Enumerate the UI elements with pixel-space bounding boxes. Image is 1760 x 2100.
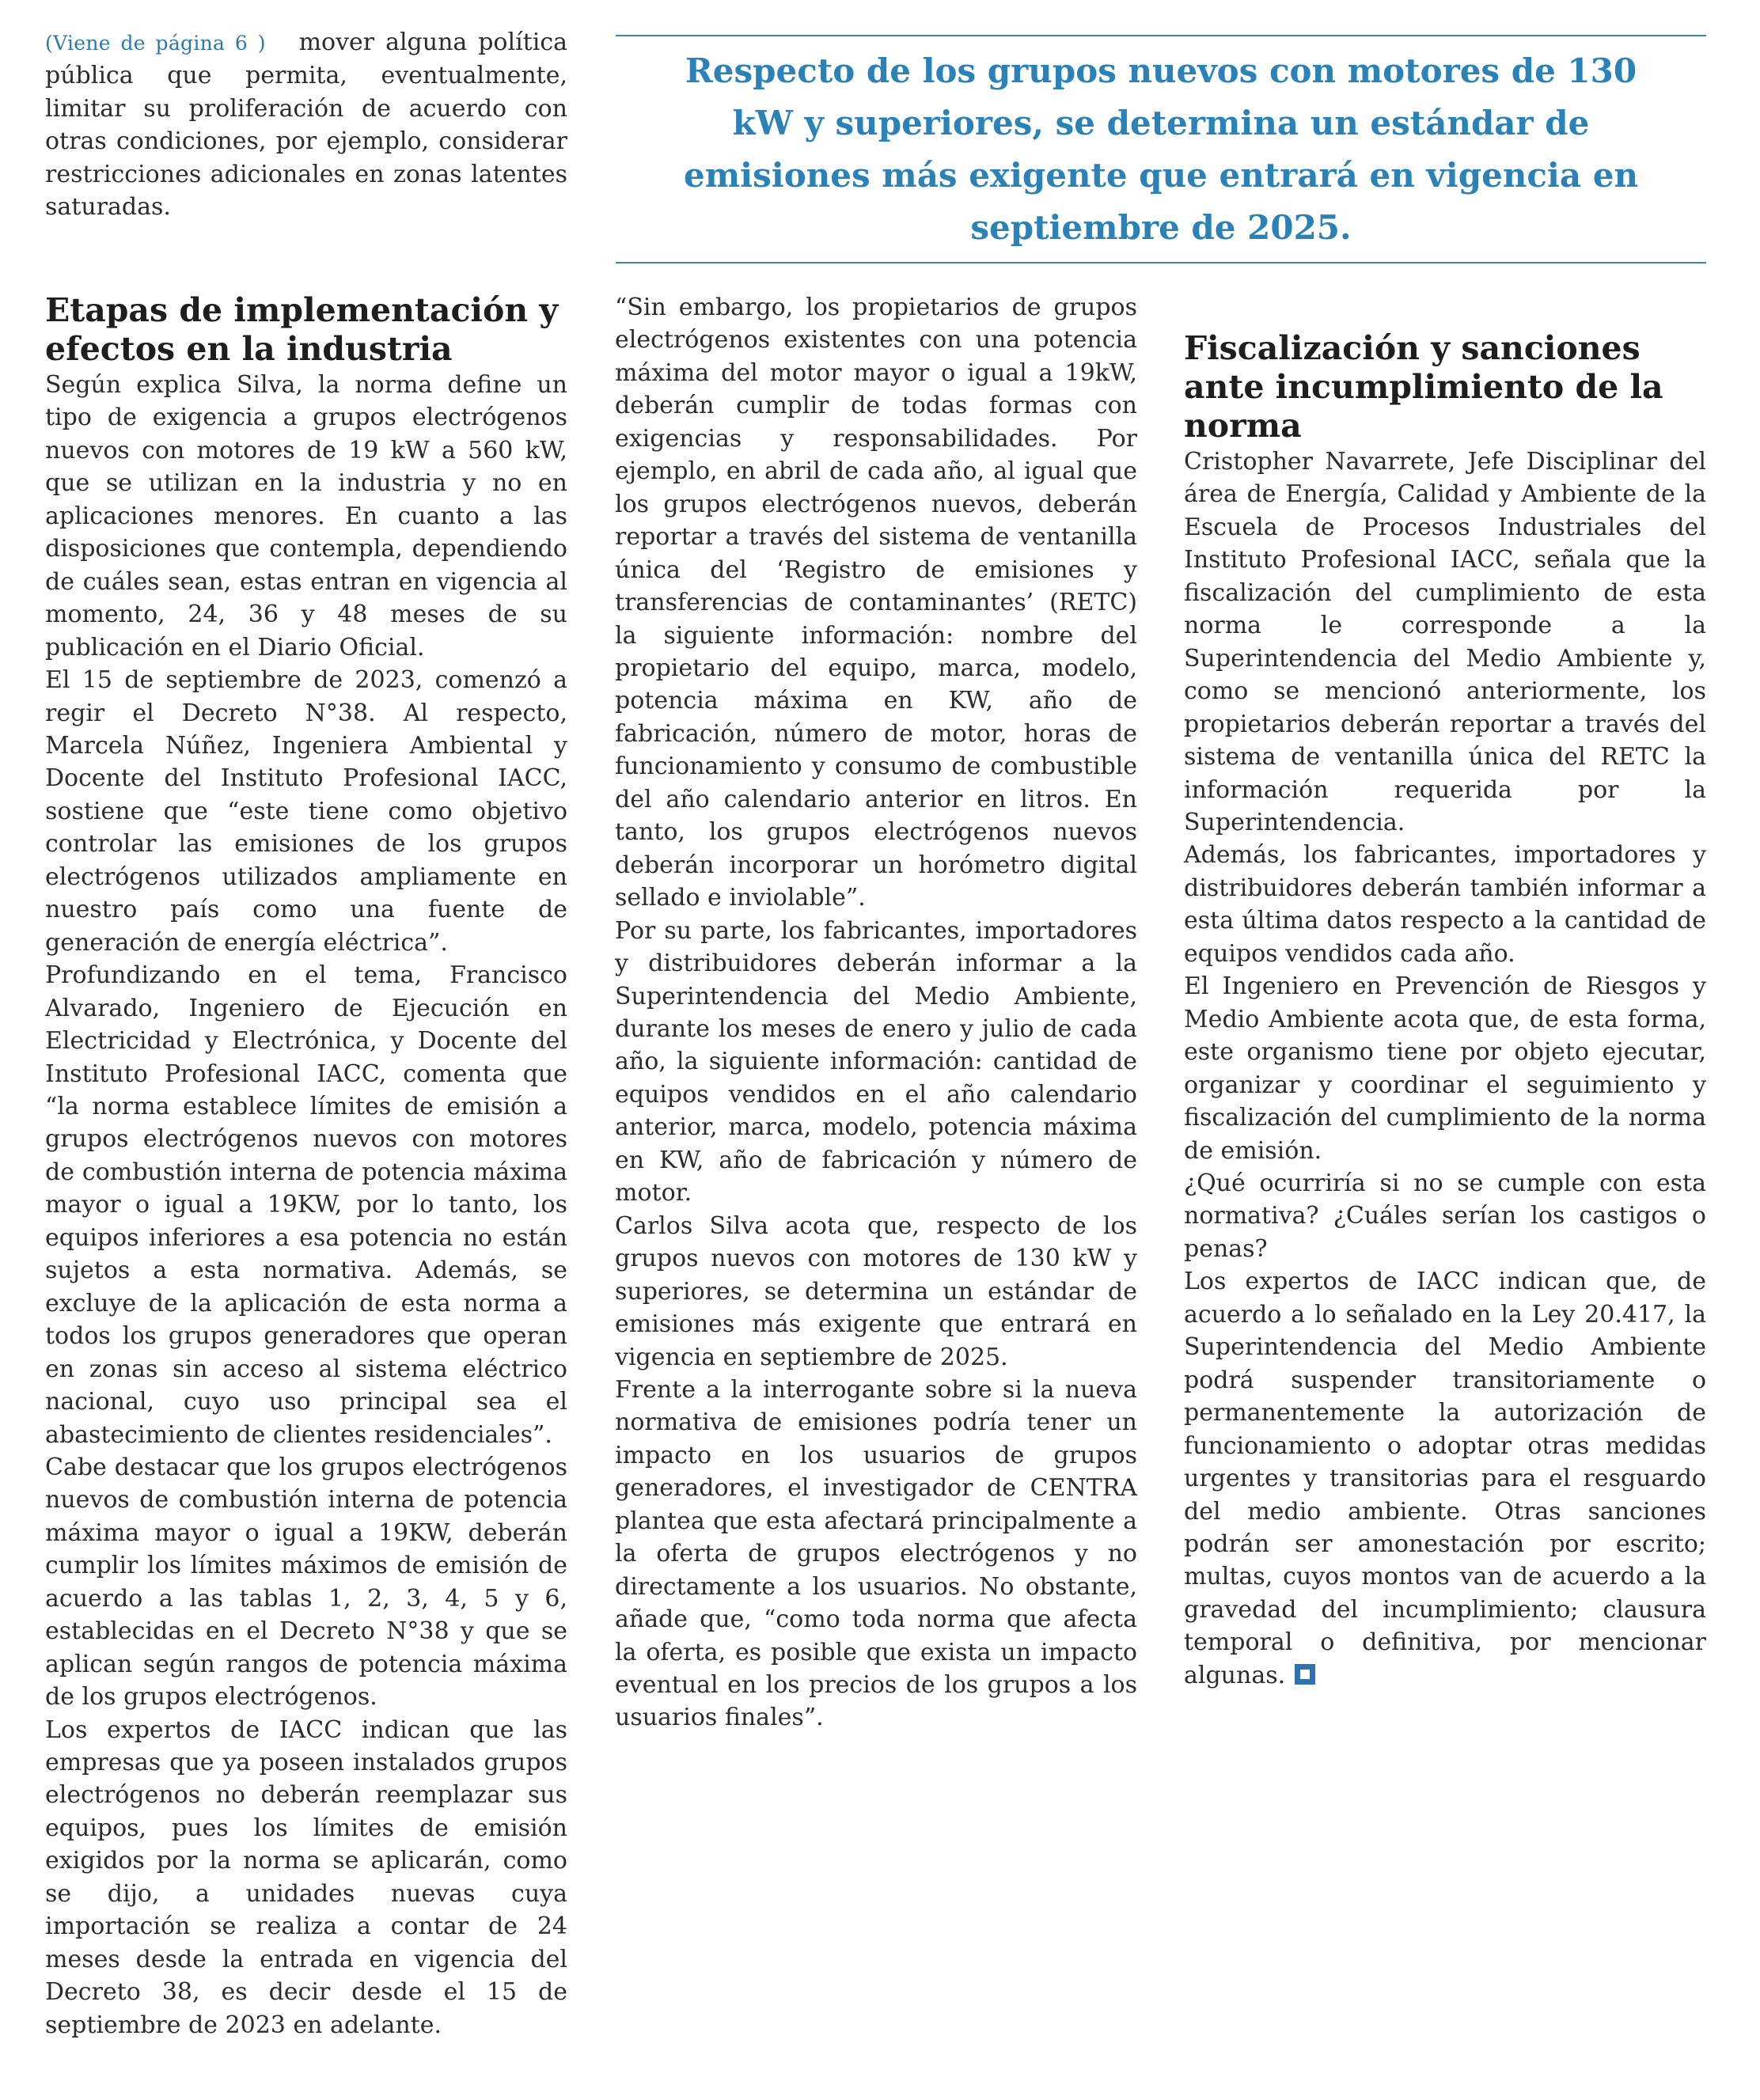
article-paragraph-last — [1184, 1265, 1706, 1692]
pull-quote-text: Respecto de los grupos nuevos con motores de 130 kW y superiores, se determina un estándar de emisiones más exigente que entrará en vigencia en septiembre de 2025. — [684, 51, 1638, 247]
article-column-3 — [1184, 291, 1706, 1692]
article-paragraph: ¿Qué ocurriría si no se cumple con esta normativa? ¿Cuáles serían los castigos o penas? — [1184, 1169, 1706, 1263]
section-spacer — [1184, 291, 1706, 329]
pull-quote — [616, 35, 1706, 263]
article-paragraph: Por su parte, los fabricantes, importadores y distribuidores deberán informar a la Superintendencia del Medio Ambiente, durante los meses de enero y julio de cada año, la siguiente información: cantidad de equipos vendidos en el año calendario anterior, marca, modelo, potencia máxima en KW, año de fabricación y número de motor. — [615, 916, 1137, 1207]
article-paragraph: Profundizando en el tema, Francisco Alvarado, Ingeniero de Ejecución en Electricidad y Electrónica, y Docente del Instituto Profesional IACC, comenta que “la norma establece límites de emisión a grupos electrógenos nuevos con motores de combustión interna de potencia máxima mayor o igual a 19KW, por lo tanto, los equipos inferiores a esa potencia no están sujetos a esta normativa. Además, se excluye de la aplicación de esta norma a todos los grupos generadores que operan en zonas sin acceso al sistema eléctrico nacional, cuyo uso principal sea el abastecimiento de clientes residenciales”. — [45, 961, 567, 1449]
article-column-2 — [615, 291, 1137, 1734]
section-heading-enforcement: Fiscalización y sanciones ante incumplimiento de la norma — [1184, 329, 1663, 445]
article-paragraph: El Ingeniero en Prevención de Riesgos y Medio Ambiente acota que, de esta forma, este organismo tiene por objeto ejecutar, organizar y coordinar el seguimiento y fiscalización del cumplimiento de la norma de emisión. — [1184, 972, 1706, 1165]
article-paragraph: Cabe destacar que los grupos electrógenos nuevos de combustión interna de potencia máxima mayor o igual a 19KW, deberán cumplir los límites máximos de emisión de acuerdo a las tablas 1, 2, 3, 4, 5 y 6, establecidas en el Decreto N°38 y que se aplican según rangos de potencia máxima de los grupos electrógenos. — [45, 1453, 567, 1711]
article-paragraph: Cristopher Navarrete, Jefe Disciplinar del área de Energía, Calidad y Ambiente de la Escuela de Procesos Industriales del Instituto Profesional IACC, señala que la fiscalización del cumplimiento de esta norma le corresponde a la Superintendencia del Medio Ambiente y, como se mencionó anteriormente, los propietarios deberán reportar a través del sistema de ventanilla única del RETC la información requerida por la Superintendencia. — [1184, 448, 1706, 836]
article-paragraph: “Sin embargo, los propietarios de grupos electrógenos existentes con una potencia máxima del motor mayor o igual a 19kW, deberán cumplir de todas formas con exigencias y responsabilidades. Por ejemplo, en abril de cada año, al igual que los grupos electrógenos nuevos, deberán reportar a través del sistema de ventanilla única del ‘Registro de emisiones y transferencias de contaminantes’ (RETC) la siguiente información: nombre del propietario del equipo, marca, modelo, potencia máxima en KW, año de fabricación, número de motor, horas de funcionamiento y consumo de combustible del año calendario anterior en litros. En tanto, los grupos electrógenos nuevos deberán incorporar un horómetro digital sellado e inviolable”. — [615, 294, 1137, 912]
article-paragraph: Según explica Silva, la norma define un tipo de exigencia a grupos electrógenos nuevos con motores de 19 kW a 560 kW, que se utilizan en la industria y no en aplicaciones menores. En cuanto a las disposiciones que contempla, dependiendo de cuáles sean, estas entran en vigencia al momento, 24, 36 y 48 meses de su publicación en el Diario Oficial. — [45, 371, 567, 661]
article-paragraph: Además, los fabricantes, importadores y distribuidores deberán también informar a esta última datos respecto a la cantidad de equipos vendidos cada año. — [1184, 841, 1706, 968]
continued-from-label: (Viene de página 6 ) — [45, 32, 266, 55]
article-paragraph: Carlos Silva acota que, respecto de los grupos nuevos con motores de 130 kW y superiores, se determina un estándar de emisiones más exigente que entrará en vigencia en septiembre de 2025. — [615, 1211, 1137, 1371]
article-end-square-icon — [1295, 1664, 1315, 1685]
continued-text-block — [45, 26, 567, 224]
article-paragraph: Los expertos de IACC indican que las empresas que ya poseen instalados grupos electrógenos no deberán reemplazar sus equipos, pues los límites de emisión exigidos por la norma se aplicarán, como se dijo, a unidades nuevas cuya importación se realiza a contar de 24 meses desde la entrada en vigencia del Decreto 38, es decir desde el 15 de septiembre de 2023 en adelante. — [45, 1715, 567, 2039]
article-column-1 — [45, 291, 567, 2041]
section-heading-implementation: Etapas de implementación y efectos en la industria — [45, 291, 559, 368]
continued-paragraph — [45, 26, 567, 224]
article-paragraph-text: Los expertos de IACC indican que, de acuerdo a lo señalado en la Ley 20.417, la Superintendencia del Medio Ambiente podrá suspender transitoriamente o permanentemente la autorización de funcionamiento o adoptar otras medidas urgentes y transitorias para el resguardo del medio ambiente. Otras sanciones podrán ser amonestación por escrito; multas, cuyos montos van de acuerdo a la gravedad del incumplimiento; clausura temporal o definitiva, por mencionar algunas. — [1184, 1268, 1706, 1689]
article-paragraph: El 15 de septiembre de 2023, comenzó a regir el Decreto N°38. Al respecto, Marcela Núñez, Ingeniera Ambiental y Docente del Instituto Profesional IACC, sostiene que “este tiene como objetivo controlar las emisiones de los grupos electrógenos utilizados ampliamente en nuestro país como una fuente de generación de energía eléctrica”. — [45, 666, 567, 957]
continued-paragraph-text: mover alguna política pública que permita, eventualmente, limitar su proliferación de acuerdo con otras condiciones, por ejemplo, considerar restricciones adicionales en zonas latentes saturadas. — [45, 28, 568, 222]
article-paragraph: Frente a la interrogante sobre si la nueva normativa de emisiones podría tener un impacto en los usuarios de grupos generadores, el investigador de CENTRA plantea que esta afectará principalmente a la oferta de grupos electrógenos y no directamente a los usuarios. No obstante, añade que, “como toda norma que afecta la oferta, es posible que exista un impacto eventual en los precios de los grupos a los usuarios finales”. — [615, 1375, 1137, 1732]
